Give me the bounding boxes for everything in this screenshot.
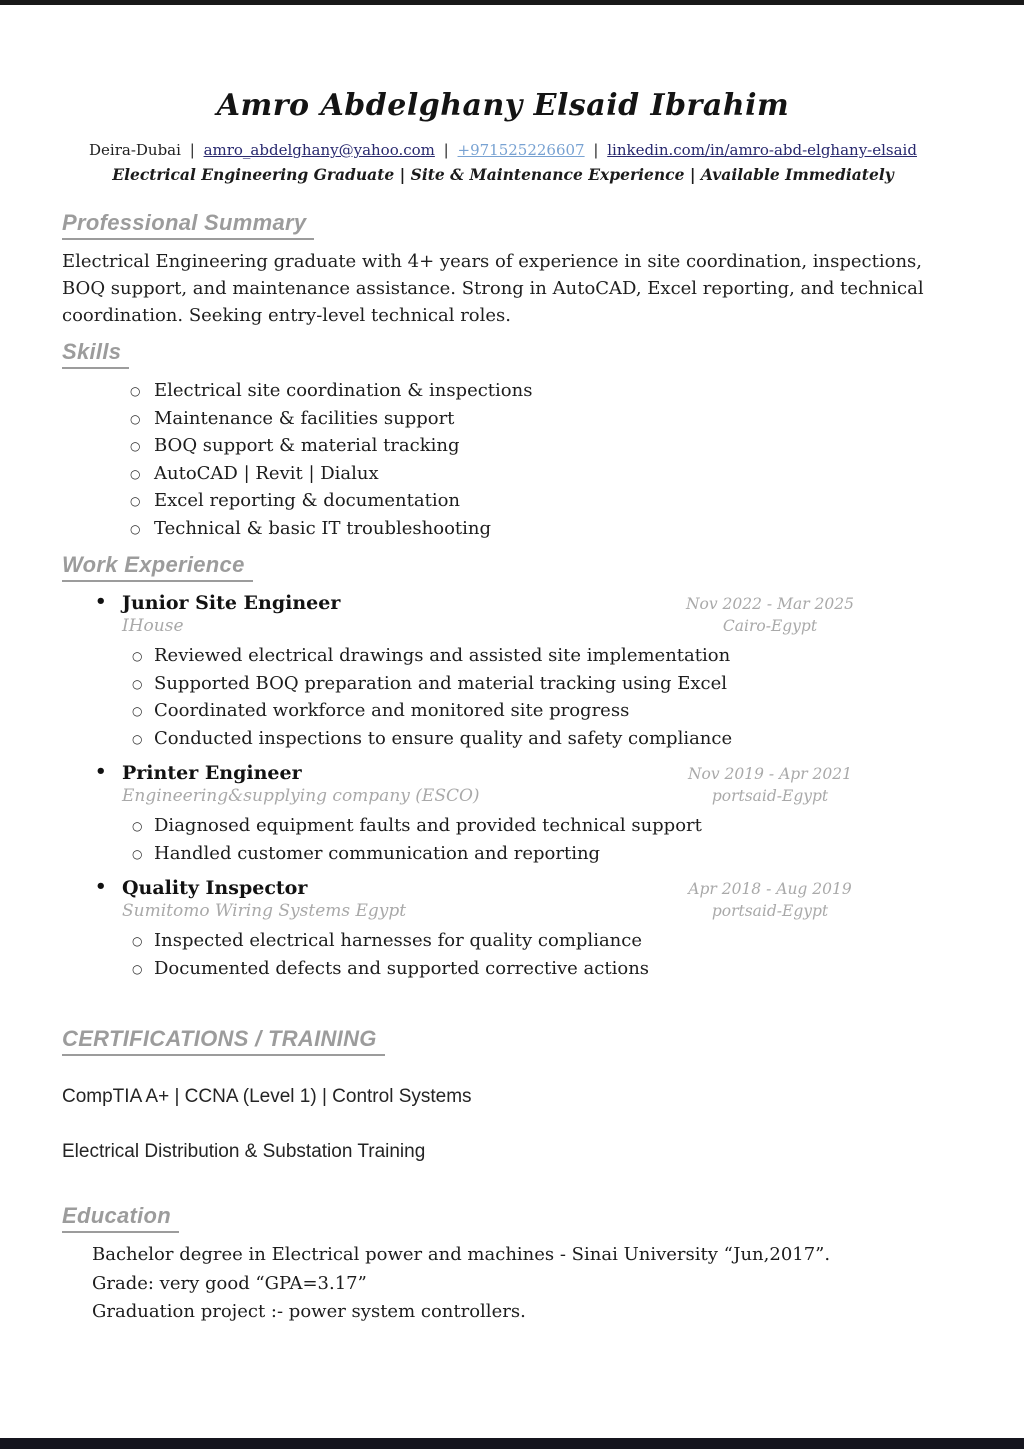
section-work-experience xyxy=(62,552,944,982)
job-title: • Quality Inspector xyxy=(62,877,307,899)
tagline: Electrical Engineering Graduate | Site & Maintenance Experience | Available Immediately xyxy=(112,165,894,184)
summary-text: Electrical Engineering graduate with 4+ years of experience in site coordination, inspections, BOQ support, and maintenance assistance. Strong in AutoCAD, Excel reporting, and technical coordination. Seeking entry-level technical roles. xyxy=(62,251,924,326)
job-location: portsaid-Egypt xyxy=(711,787,829,805)
job-title: • Junior Site Engineer xyxy=(62,592,340,614)
list-item: ○ Conducted inspections to ensure quality and safety compliance xyxy=(130,725,944,753)
contact-line xyxy=(62,141,944,159)
list-item: ○ Reviewed electrical drawings and assisted site implementation xyxy=(130,642,944,670)
list-item: ○ Supported BOQ preparation and material tracking using Excel xyxy=(130,670,944,698)
section-heading-education: Education xyxy=(62,1203,179,1233)
list-item: ○ Excel reporting & documentation xyxy=(130,487,944,515)
job-entry xyxy=(62,592,944,752)
list-item: ○ Diagnosed equipment faults and provided technical support xyxy=(130,812,944,840)
skills-list xyxy=(62,377,944,542)
list-item: ○ Electrical site coordination & inspections xyxy=(130,377,944,405)
job-dates: Apr 2018 - Aug 2019 xyxy=(688,880,852,898)
section-professional-summary xyxy=(62,210,944,329)
top-border-bar xyxy=(0,0,1024,5)
contact-location: Deira-Dubai xyxy=(89,141,181,159)
section-education xyxy=(62,1203,944,1327)
education-degree: Bachelor degree in Electrical power and machines - Sinai University “Jun,2017”. xyxy=(92,1244,831,1265)
linkedin-link[interactable]: linkedin.com/in/amro-abd-elghany-elsaid xyxy=(607,141,917,159)
job-company: Engineering&supplying company (ESCO) xyxy=(122,786,480,806)
list-item: ○ Inspected electrical harnesses for quality compliance xyxy=(130,927,944,955)
education-project: Graduation project :- power system controllers. xyxy=(92,1301,526,1322)
separator: | xyxy=(189,141,195,159)
section-heading-work-experience: Work Experience xyxy=(62,552,253,582)
section-heading-certifications: CERTIFICATIONS / TRAINING xyxy=(62,1026,385,1056)
bottom-border-bar xyxy=(0,1438,1024,1449)
section-certifications xyxy=(62,1026,944,1163)
section-skills xyxy=(62,339,944,542)
job-company: IHouse xyxy=(122,616,184,636)
section-heading-professional-summary: Professional Summary xyxy=(62,210,314,240)
education-grade: Grade: very good “GPA=3.17” xyxy=(92,1272,367,1294)
certification-line: Electrical Distribution & Substation Training xyxy=(62,1141,426,1162)
list-item: ○ Handled customer communication and reporting xyxy=(130,840,944,868)
list-item: ○ Technical & basic IT troubleshooting xyxy=(130,515,944,543)
page-title: Amro Abdelghany Elsaid Ibrahim xyxy=(216,88,790,123)
job-subheader xyxy=(62,616,944,636)
job-header xyxy=(62,877,944,899)
separator: | xyxy=(443,141,449,159)
list-item: ○ Maintenance & facilities support xyxy=(130,405,944,433)
job-bullets xyxy=(62,927,944,982)
list-item: ○ AutoCAD | Revit | Dialux xyxy=(130,460,944,488)
job-bullets xyxy=(62,642,944,752)
phone-link[interactable]: +971525226607 xyxy=(457,141,585,159)
job-subheader xyxy=(62,786,944,806)
job-entry xyxy=(62,762,944,867)
list-item: ○ Documented defects and supported corrective actions xyxy=(130,955,944,983)
job-title: • Printer Engineer xyxy=(62,762,302,784)
email-link[interactable]: amro_abdelghany@yahoo.com xyxy=(203,141,435,159)
job-location: portsaid-Egypt xyxy=(711,902,829,920)
section-heading-skills: Skills xyxy=(62,339,129,369)
list-item: ○ BOQ support & material tracking xyxy=(130,432,944,460)
job-header xyxy=(62,592,944,614)
job-dates: Nov 2022 - Mar 2025 xyxy=(685,595,854,613)
separator: | xyxy=(593,141,599,159)
job-dates: Nov 2019 - Apr 2021 xyxy=(687,765,852,783)
job-subheader xyxy=(62,901,944,921)
education-details xyxy=(62,1241,944,1327)
job-header xyxy=(62,762,944,784)
job-company: Sumitomo Wiring Systems Egypt xyxy=(122,901,407,921)
job-location: Cairo-Egypt xyxy=(722,617,818,635)
job-bullets xyxy=(62,812,944,867)
certification-line: CompTIA A+ | CCNA (Level 1) | Control Systems xyxy=(62,1086,472,1107)
job-entry xyxy=(62,877,944,982)
list-item: ○ Coordinated workforce and monitored site progress xyxy=(130,697,944,725)
